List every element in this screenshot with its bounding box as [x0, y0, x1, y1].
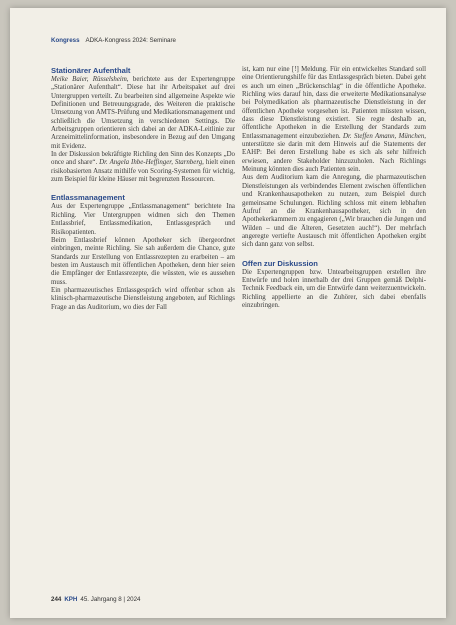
paragraph-text: berichtete aus der Expertengruppe „Stationärer Aufenthalt“. Diese hat ihr Arbeitspaket auf drei Untergruppen verteilt. Zu bearbeiten sind allgemeine Aspekte wie Definitionen und Betreuungsgrade, des Weiteren die praktische Umsetzung von AMTS-Prüfung und Medikationsmanagement und schließlich die Umsetzung in verschiedenen Settings. Die Arbeitsgruppen orientieren sich dabei an der ADKA-Leitlinie zur Arzneimittelinformation, insbesondere in Bezug auf den Umgang mit Evidenz. [51, 76, 235, 150]
header-section: Kongress [51, 37, 80, 44]
paragraph: Aus dem Auditorium kam die Anregung, die pharmazeutischen Dienstleistungen als verbindendes Element zwischen öffentlichen und Krankenhausapotheken zu nutzen, zum Beispiel durch gemeinsame Schulungen. Richling schloss mit einem lebhaften Aufruf an die Krankenhausapotheker, sich in den Apothekerkammern zu engagieren („Wir brauchen die Jungen und Wilden – und die Älteren, Gesetzten auch!“). Der mehrfach angeregte vertiefte Austausch mit öffentlichen Apotheken ergibt sich dann ganz von selbst. [242, 174, 426, 249]
journal-page [10, 8, 446, 618]
heading-stationaerer-aufenthalt: Stationärer Aufenthalt [51, 66, 131, 75]
paragraph: Beim Entlassbrief können Apotheker sich übergeordnet einbringen, meinte Richling. Sie sah außerdem die Chance, gute Standards zur Erstellung von Entlassrezepten zu erarbeiten – am besten im Austausch mit öffentlichen Apotheken, denn hier seien die Empfänger der Entlassrezepte, die wüssten, wie es aussehen muss. [51, 236, 235, 286]
paragraph [242, 66, 426, 174]
paragraph-text: unterstützte sie darin mit dem Hinweis auf die Statements der EAHP: Bei deren Erstellung habe es sich als sehr hilfreich erwiesen, andere Stakeholder hinzuzuholen. Nach Richlings Meinung könnten dies auch Patienten sein. [242, 141, 426, 174]
paragraph [51, 76, 235, 151]
left-column [51, 66, 235, 312]
paragraph: Die Expertengruppen bzw. Untearbeitsgruppen erstellen ihre Entwürfe und holen innerhalb der drei Gruppen gemäß Delphi-Technik Feedback ein, um die Entwürfe dann weiterzuentwickeln. Richling appellierte an die Zuhörer, sich dabei ebenfalls einzubringen. [242, 268, 426, 309]
byline-author: Dr. Angela Ihbe-Heffinger, Starnberg, [99, 159, 204, 167]
paragraph-text: ist, kam nur eine [!] Meldung. Für ein entwickeltes Standard soll eine Orientierungshilfe für das Entlassgespräch bieten. Dabei geht es auch um einen „Brückenschlag“ in die öffentliche Apotheke. Richling wies darauf hin, dass die erweiterte Medikationsanalyse bei Polymedikation als pharmazeutische Dienstleistung in der öffentlichen Apotheke vorgesehen ist. Patienten müssten wissen, dass diese Dienstleistung existiert. Sie regte deshalb an, öffentliche Apotheken in die Erstellung der Standards zum Entlassmanagement einzubeziehen. [242, 66, 426, 140]
page-number: 244 [51, 596, 62, 603]
byline-author: Dr. Steffen Amann, München, [343, 132, 427, 140]
right-column [242, 66, 426, 310]
header-event: ADKA-Kongress 2024: Seminare [85, 37, 176, 44]
paragraph [51, 151, 235, 184]
paragraph: Aus der Expertengruppe „Entlassmanagement“ berichtete Ina Richling. Vier Untergruppen widmen sich den Themen Entlassbrief, Entlassmedikation, Entlassgespräch und Risikopatienten. [51, 203, 235, 236]
volume-info: 45. Jahrgang 8 | 2024 [80, 596, 141, 603]
paragraph-text: In der Diskussion bekräftigte Richling den Sinn des Konzepts „Do once and share“. [51, 151, 235, 167]
heading-entlassmanagement: Entlassmanagement [51, 193, 125, 203]
heading-offen-zur-diskussion: Offen zur Diskussion [242, 258, 318, 268]
paragraph: Ein pharmazeutisches Entlassgespräch wird offenbar schon als klinisch-pharmazeutische Dienstleistung angeboten, auf Richlings Frage an das Auditorium, wo dies der Fall [51, 286, 235, 311]
page-footer [51, 596, 141, 603]
magazine-name: KPH [64, 596, 78, 603]
running-header [51, 37, 176, 44]
byline-author: Meike Baier, Rüsselsheim, [51, 76, 129, 83]
paragraph-text: hielt einen risikobasierten Ansatz mithilfe von Scoring-Systemen für wichtig, zum Beispiel für kleine Häuser mit begrenzten Ressourcen. [51, 159, 235, 184]
